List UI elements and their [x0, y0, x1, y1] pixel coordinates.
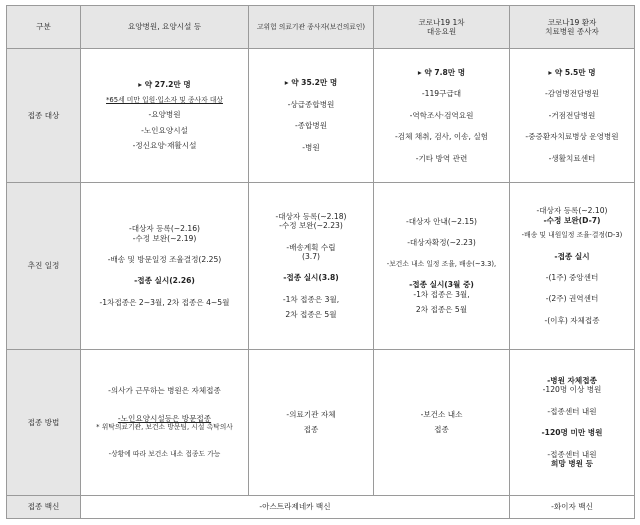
schedule-high-risk-item: (3.7)	[301, 252, 320, 261]
schedule-high-risk-item: -배송계획 수립	[286, 242, 336, 252]
header-nursing-hospitals	[81, 6, 249, 49]
schedule-covid-staff-item: -(2주) 권역센터	[545, 294, 599, 304]
header-row	[7, 6, 635, 49]
header-category-text: 구분	[36, 22, 51, 32]
method-nursing-cell	[81, 349, 249, 495]
method-covid-staff-item: -접종센터 내원	[547, 449, 597, 459]
vaccine-row	[7, 496, 635, 519]
vaccination-plan-table	[6, 5, 635, 519]
method-nursing-item: -노인요양시설등은 방문접종	[117, 413, 212, 423]
target-responders-item: -역학조사·검역요원	[409, 110, 474, 120]
schedule-nursing-cell	[81, 182, 249, 349]
header-category	[7, 6, 81, 49]
target-covid-staff-cell	[510, 49, 635, 183]
target-nursing-note: *65세 미만 입원·입소자 및 종사자 대상	[106, 95, 223, 104]
method-covid-staff-item: -병원 자체접종	[547, 375, 597, 385]
schedule-high-risk-item: 2차 접종은 5월	[285, 310, 337, 320]
method-responders-item: -보건소 내소	[420, 409, 463, 419]
target-covid-staff-item: -생활치료센터	[548, 153, 596, 163]
target-responders-count: ▸ 약 7.8만 명	[417, 67, 466, 77]
target-nursing-count: ▸ 약 27.2만 명	[138, 80, 191, 90]
header-high-risk-medical	[249, 6, 374, 49]
target-nursing-item: -노인요양시설	[141, 125, 188, 135]
schedule-nursing-item: -접종 실시(2.26)	[134, 276, 195, 286]
target-row	[7, 49, 635, 183]
schedule-responders-item: -1차 접종은 3월,	[413, 289, 470, 299]
header-covid-hospital-staff-line1: 코로나19 환자	[547, 17, 597, 27]
schedule-covid-staff-item: -(1주) 중앙센터	[545, 272, 599, 282]
schedule-high-risk-item: -1차 접종은 3월,	[282, 294, 340, 304]
schedule-nursing-item: -대상자 등록(~2.16)	[128, 224, 201, 234]
schedule-nursing-item: -배송 및 방문일정 조율결정(2.25)	[107, 255, 222, 264]
header-first-responders-line1: 코로나19 1차	[418, 17, 465, 27]
schedule-covid-staff-item: -대상자 등록(~2.10)	[536, 206, 608, 216]
vaccine-astrazeneca: -아스트라제네카 백신	[81, 496, 510, 519]
schedule-row-label: 추진 일정	[7, 182, 81, 349]
method-nursing-item: -의사가 근무하는 병원은 자체접종	[108, 386, 221, 396]
method-covid-staff-item: -120명 미만 병원	[541, 428, 603, 438]
target-high-risk-cell	[249, 49, 374, 183]
header-covid-hospital-staff-line2: 치료병원 종사자	[545, 27, 599, 36]
schedule-high-risk-item: -수정 보완(~2.23)	[279, 221, 343, 231]
method-high-risk-item: 접종	[303, 425, 319, 435]
schedule-responders-item: -대상자 안내(~2.15)	[405, 216, 478, 226]
schedule-row	[7, 182, 635, 349]
schedule-responders-item: -보건소 내소 일정 조율, 배송(~3.3),	[386, 259, 497, 268]
header-nursing-hospitals-text: 요양병원, 요양시설 등	[127, 22, 202, 32]
target-high-risk-item: -상급종합병원	[287, 99, 335, 109]
target-covid-staff-count: ▸ 약 5.5만 명	[548, 67, 596, 77]
target-covid-staff-item: -거점전담병원	[548, 110, 596, 120]
schedule-responders-item: -접종 실시(3월 중)	[409, 280, 474, 290]
method-high-risk-item: -의료기관 자체	[286, 409, 336, 419]
method-covid-staff-item: -120명 이상 병원	[542, 385, 602, 395]
header-high-risk-medical-text: 고위험 의료기관 종사자(보건의료인)	[256, 23, 366, 32]
target-row-label: 접종 대상	[7, 49, 81, 183]
schedule-covid-staff-item: -수정 보완(D-7)	[543, 215, 601, 225]
schedule-high-risk-cell	[249, 182, 374, 349]
header-covid-hospital-staff	[510, 6, 635, 49]
schedule-covid-staff-item: -(이후) 자체접종	[544, 315, 600, 325]
method-row-label: 접종 방법	[7, 349, 81, 495]
target-nursing-item: -정신요양·재활시설	[132, 141, 197, 151]
target-high-risk-item: -병원	[302, 142, 320, 152]
target-high-risk-count: ▸ 약 35.2만 명	[284, 78, 338, 88]
schedule-nursing-item: -수정 보완(~2.19)	[132, 233, 197, 243]
method-responders-item: 접종	[434, 425, 449, 435]
method-covid-staff-item: 희망 병원 등	[551, 459, 593, 469]
schedule-responders-item: -대상자확정(~2.23)	[407, 238, 476, 248]
target-nursing-item: -요양병원	[148, 110, 181, 120]
schedule-responders-cell	[374, 182, 510, 349]
method-nursing-item: -상황에 따라 보건소 내소 접종도 가능	[108, 449, 221, 458]
schedule-covid-staff-cell	[510, 182, 635, 349]
schedule-nursing-item: -1차접종은 2~3월, 2차 접종은 4~5월	[99, 297, 230, 307]
method-covid-staff-item: -접종센터 내원	[547, 406, 597, 416]
target-high-risk-item: -종합병원	[294, 121, 328, 131]
schedule-covid-staff-item: -접종 실시	[554, 251, 590, 261]
method-row	[7, 349, 635, 495]
header-first-responders-line2: 대응요원	[426, 27, 457, 36]
method-covid-staff-cell	[510, 349, 635, 495]
vaccine-row-label: 접종 백신	[7, 496, 81, 519]
target-responders-cell	[374, 49, 510, 183]
schedule-high-risk-item: -대상자 등록(~2.18)	[275, 211, 347, 221]
method-high-risk-cell	[249, 349, 374, 495]
target-responders-item: -검체 채취, 검사, 이송, 실험	[395, 132, 488, 142]
schedule-covid-staff-item: -배송 및 내원일정 조율·결정(D-3)	[521, 231, 623, 240]
target-covid-staff-item: -중증환자치료병상 운영병원	[525, 132, 619, 142]
vaccine-pfizer: -화이자 백신	[510, 496, 635, 519]
header-first-responders	[374, 6, 510, 49]
schedule-responders-item: 2차 접종은 5월	[415, 305, 468, 315]
target-responders-item: -119구급대	[421, 89, 462, 99]
schedule-high-risk-item: -접종 실시(3.8)	[283, 273, 339, 283]
method-nursing-note: * 위탁의료기관, 보건소 방문팀, 시설 촉탁의사	[96, 423, 233, 432]
target-covid-staff-item: -감염병전담병원	[544, 89, 600, 99]
method-responders-cell	[374, 349, 510, 495]
target-responders-item: -기타 방역 관련	[415, 153, 468, 163]
target-nursing-cell	[81, 49, 249, 183]
